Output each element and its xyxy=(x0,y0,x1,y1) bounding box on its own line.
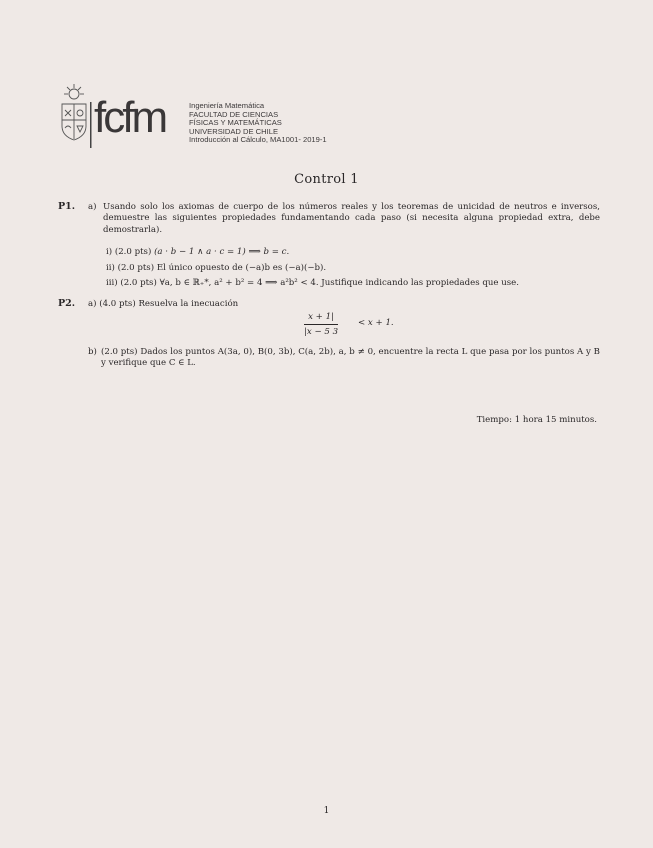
institution-line: UNIVERSIDAD DE CHILE xyxy=(189,126,279,136)
institution-line: FACULTAD DE CIENCIAS xyxy=(189,109,279,119)
p1-part-a-text: Usando solo los axiomas de cuerpo de los números reales y los teoremas de unicidad de neutros e inversos, demuestre las siguientes propiedades fundamentando cada paso (si necesita alguna propiedad extra, debe demostrarla). xyxy=(103,202,600,235)
fcfm-logo xyxy=(56,82,184,152)
p2-part-a-label: a) xyxy=(88,299,97,309)
item-label: iii) xyxy=(106,278,118,288)
page-title: Control 1 xyxy=(294,172,359,187)
institution-line: FÍSICAS Y MATEMÁTICAS xyxy=(189,118,282,128)
institution-block xyxy=(189,102,327,145)
time-note: Tiempo: 1 hora 15 minutos. xyxy=(476,415,597,425)
item-label: i) xyxy=(106,247,113,257)
problem-label-p1: P1. xyxy=(58,201,76,212)
p1-item xyxy=(106,247,289,258)
p2-part-a-text: Resuelva la inecuación xyxy=(138,299,239,309)
item-points: (2.0 pts) xyxy=(120,278,157,288)
item-label: ii) xyxy=(106,263,115,273)
inequality-rhs: < x + 1. xyxy=(358,318,394,328)
p2-part-b xyxy=(101,347,600,370)
p2-part-a-points: (4.0 pts) xyxy=(99,299,136,309)
p2-part-b-points: (2.0 pts) xyxy=(101,347,138,357)
page-number: 1 xyxy=(323,806,330,816)
p1-item xyxy=(106,278,519,289)
item-points: (2.0 pts) xyxy=(114,247,152,257)
item-text: ∀a, b ∈ ℝ₊*, a² + b² = 4 ⟹ a²b² < 4. Justifique indicando las propiedades que use. xyxy=(159,278,519,288)
p2-part-a xyxy=(88,299,238,310)
institution-line: Introducción al Cálculo, MA1001- 2019-1 xyxy=(189,135,327,145)
p1-part-a-label: a) xyxy=(88,202,97,212)
university-crest-icon xyxy=(56,82,92,148)
fraction-denominator: |x − 5 3 xyxy=(304,327,339,337)
inequality-fraction xyxy=(304,312,338,337)
problem-label-p2: P2. xyxy=(58,298,76,309)
p1-item xyxy=(106,263,326,274)
p2-part-b-text: Dados los puntos A(3a, 0), B(0, 3b), C(a, 2b), a, b ≠ 0, encuentre la recta L que pasa por los puntos A y B y verifique que C ∈ L. xyxy=(101,347,600,369)
item-text: (a · b − 1 ∧ a · c = 1) ⟹ b = c. xyxy=(154,247,290,257)
fraction-numerator: x + 1| xyxy=(304,312,338,325)
institution-line: Ingeniería Matemática xyxy=(189,101,265,110)
p2-part-b-label: b) xyxy=(88,347,97,357)
item-text: El único opuesto de (−a)b es (−a)(−b). xyxy=(156,263,327,273)
logo-wordmark: fcfm xyxy=(94,93,166,142)
item-points: (2.0 pts) xyxy=(117,263,155,273)
